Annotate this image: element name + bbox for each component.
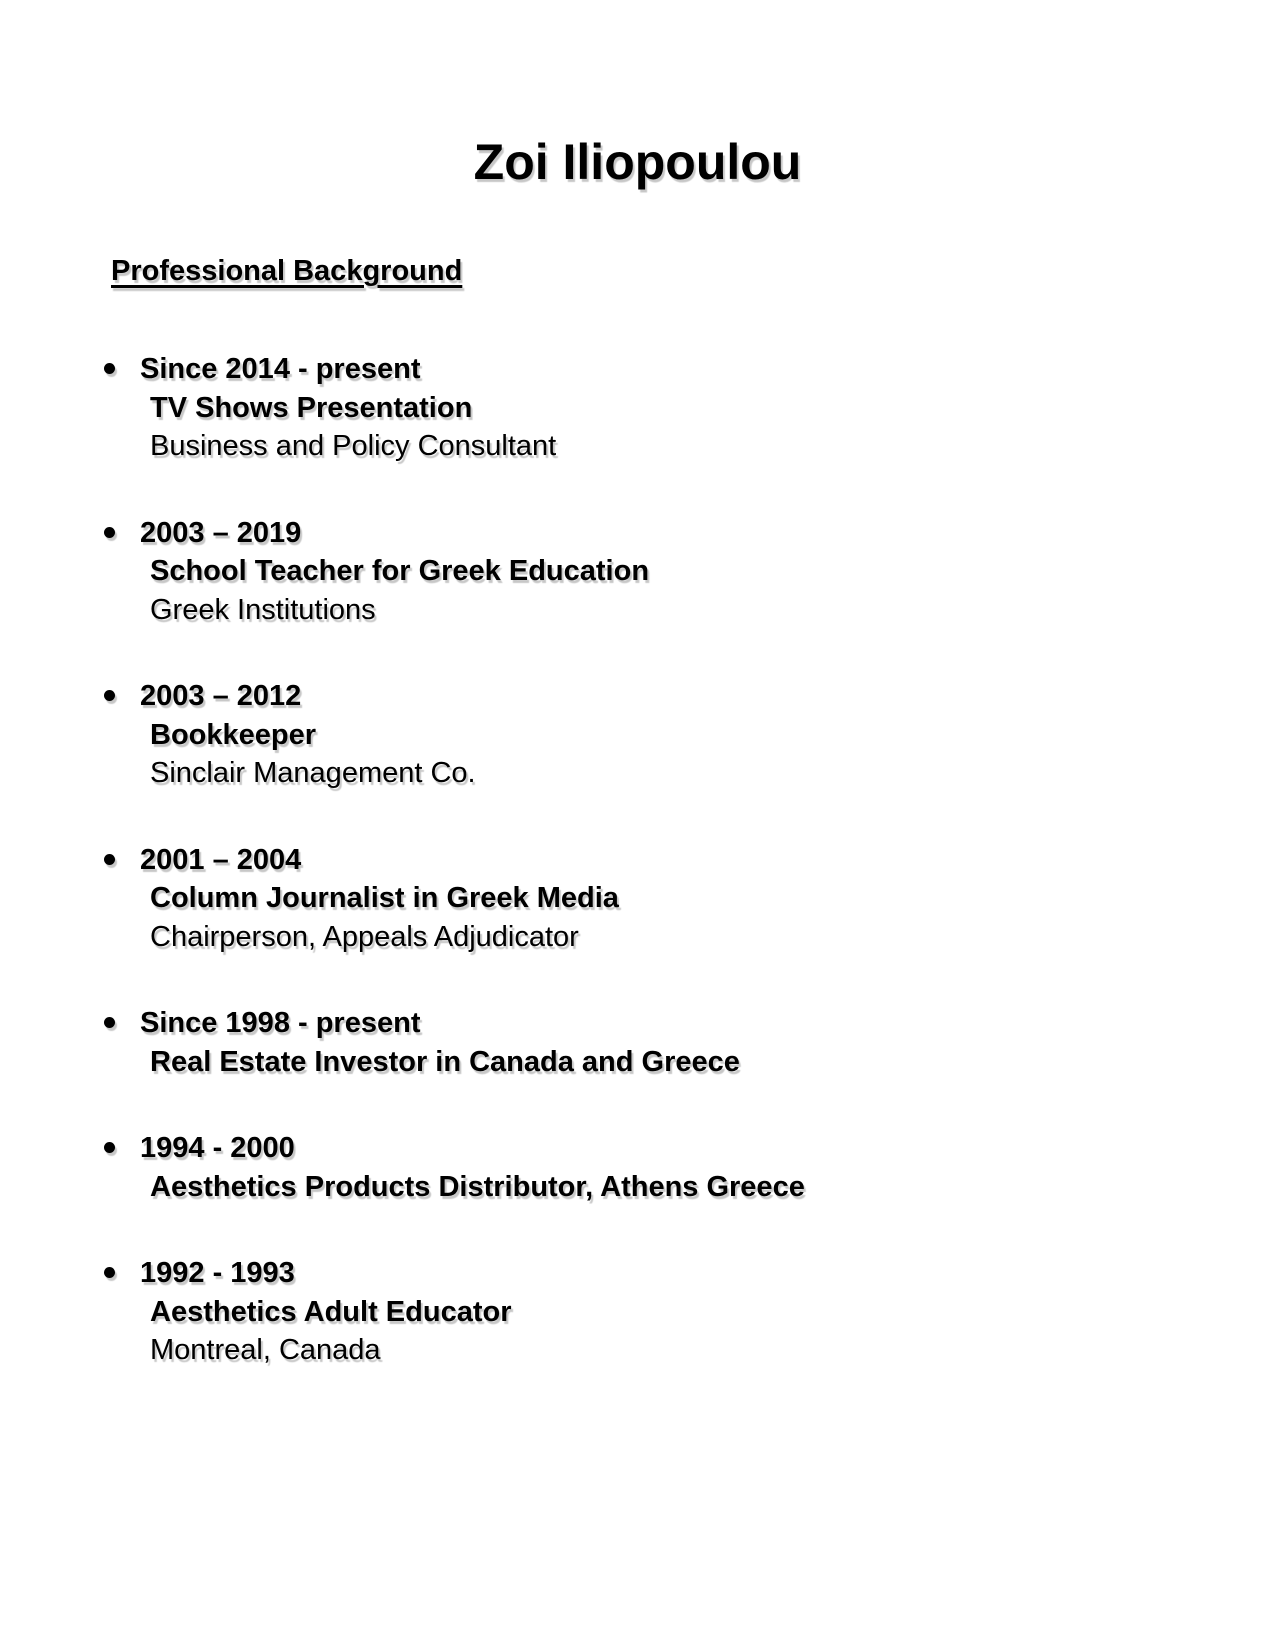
period-text: 1994 - 2000 <box>140 1132 295 1164</box>
role-text: TV Shows Presentation <box>150 391 473 424</box>
job-entry <box>0 514 1275 630</box>
job-entry <box>0 1129 1275 1206</box>
org-text: Chairperson, Appeals Adjudicator <box>150 920 579 953</box>
bullet-icon <box>104 363 115 374</box>
period-text: Since 1998 - present <box>140 1007 421 1039</box>
role-text: Aesthetics Products Distributor, Athens Greece <box>150 1170 805 1203</box>
bullet-icon <box>104 1267 115 1278</box>
bullet-icon <box>104 690 115 701</box>
bullet-icon <box>104 1142 115 1153</box>
org-text: Business and Policy Consultant <box>150 430 557 462</box>
org-text: Montreal, Canada <box>150 1334 381 1366</box>
role-text: Bookkeeper <box>150 718 317 751</box>
period-text: 2001 – 2004 <box>140 843 302 876</box>
role-text: Column Journalist in Greek Media <box>150 882 619 914</box>
job-entry <box>0 841 1275 957</box>
bullet-icon <box>104 527 115 538</box>
period-text: Since 2014 - present <box>140 353 421 385</box>
period-text: 2003 – 2012 <box>140 680 302 712</box>
bullet-icon <box>104 1017 115 1028</box>
role-text: Aesthetics Adult Educator <box>150 1295 512 1328</box>
role-text: Real Estate Investor in Canada and Greece <box>150 1045 740 1078</box>
bullet-icon <box>104 854 115 865</box>
period-text: 2003 – 2019 <box>140 516 302 549</box>
job-entry <box>0 677 1275 793</box>
job-entry <box>0 350 1275 466</box>
role-text: School Teacher for Greek Education <box>150 555 650 587</box>
job-entry <box>0 1254 1275 1370</box>
document-title: Zoi Iliopoulou <box>473 134 802 190</box>
org-text: Sinclair Management Co. <box>150 757 476 789</box>
org-text: Greek Institutions <box>150 593 376 626</box>
job-entry <box>0 1004 1275 1081</box>
experience-list <box>0 350 1275 1370</box>
period-text: 1992 - 1993 <box>140 1257 295 1289</box>
section-heading: Professional Background <box>111 255 463 287</box>
